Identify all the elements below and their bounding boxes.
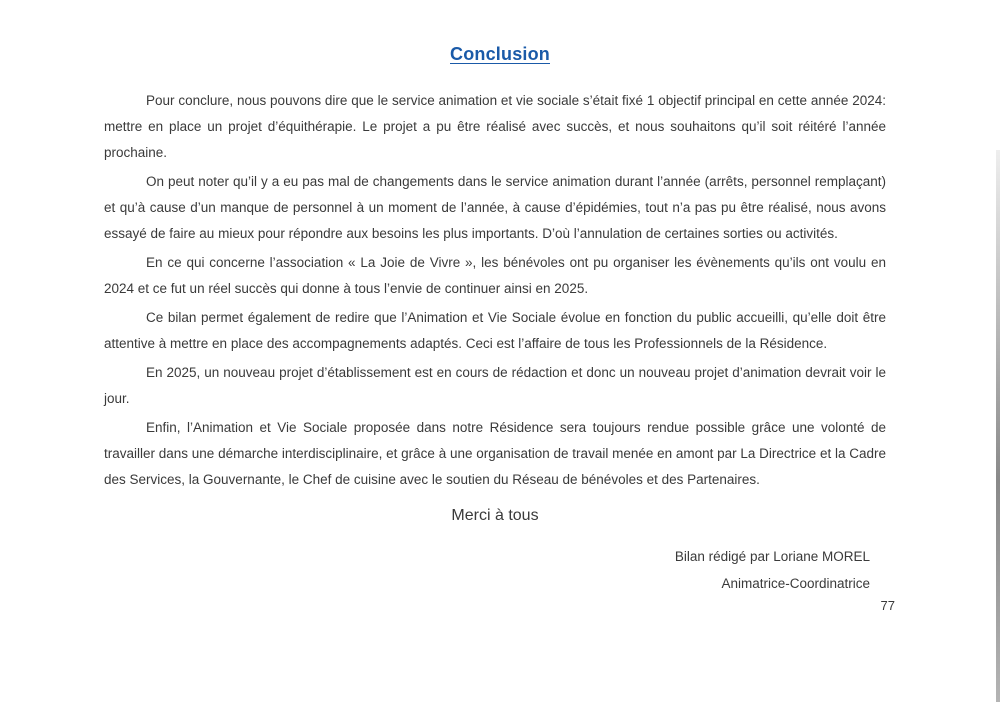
- scan-edge-artifact: [996, 150, 1000, 702]
- paragraph-2: On peut noter qu’il y a eu pas mal de changements dans le service animation durant l’année (arrêts, personnel remplaçant) et qu’à cause d’un manque de personnel à un moment de l’année, à cause d’épidémies, tout n’a pas pu être réalisé, nous avons essayé de faire au mieux pour répondre aux besoins les plus importants. D’où l’annulation de certaines sorties ou activités.: [104, 174, 886, 241]
- paragraph-4: Ce bilan permet également de redire que l’Animation et Vie Sociale évolue en fonction du public accueilli, qu’elle doit être attentive à mettre en place des accompagnements adaptés. Ceci est l’affaire de tous les Professionnels de la Résidence.: [104, 310, 886, 351]
- closing-line: Merci à tous: [451, 507, 539, 524]
- signature-block: [104, 543, 886, 597]
- paragraph-5: En 2025, un nouveau projet d’établissement est en cours de rédaction et donc un nouveau projet d’animation devrait voir le jour.: [104, 365, 886, 406]
- signature-role: Animatrice-Coordinatrice: [721, 576, 870, 591]
- signature-author: Bilan rédigé par Loriane MOREL: [674, 549, 870, 564]
- paragraph-1: Pour conclure, nous pouvons dire que le service animation et vie sociale s’était fixé 1 objectif principal en cette année 2024: mettre en place un projet d’équithérapie. Le projet a pu être réalisé avec succès, et nous souhaitons qu’il soit réitéré l’année prochaine.: [104, 93, 886, 160]
- page-number: 77: [880, 598, 895, 613]
- document-body: [104, 88, 886, 597]
- paragraph-6: Enfin, l’Animation et Vie Sociale proposée dans notre Résidence sera toujours rendue possible grâce une volonté de travailler dans une démarche interdisciplinaire, et grâce à une organisation de travail menée en amont par La Directrice et la Cadre des Services, la Gouvernante, le Chef de cuisine avec le soutien du Réseau de bénévoles et des Partenaires.: [104, 420, 886, 487]
- paragraph-3: En ce qui concerne l’association « La Joie de Vivre », les bénévoles ont pu organiser les évènements qu’ils ont voulu en 2024 et ce fut un réel succès qui donne à tous l’envie de continuer ainsi en 2025.: [104, 255, 886, 296]
- page-title: Conclusion: [450, 44, 550, 64]
